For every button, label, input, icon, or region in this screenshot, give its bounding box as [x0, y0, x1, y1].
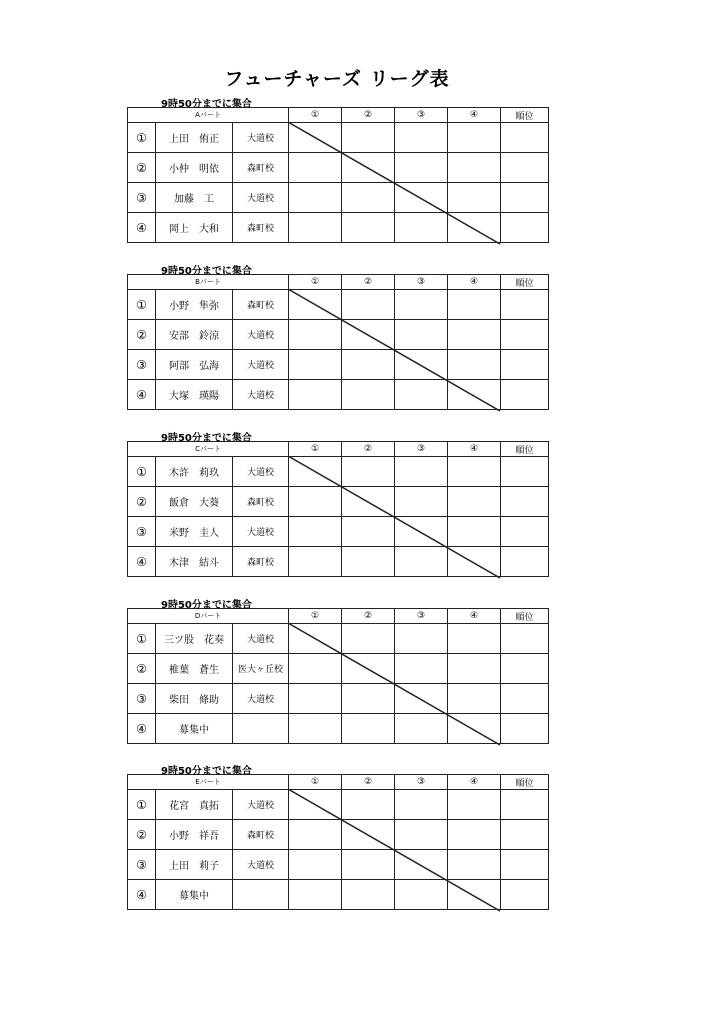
- result-cell[interactable]: [342, 457, 395, 487]
- rank-header: 順位: [501, 775, 549, 790]
- result-cell[interactable]: [342, 153, 395, 183]
- gather-time: 9時50分までに集合: [161, 99, 252, 110]
- table-row: [128, 820, 549, 850]
- result-cell[interactable]: [342, 547, 395, 577]
- rank-cell[interactable]: [501, 290, 549, 320]
- rank-cell[interactable]: [501, 624, 549, 654]
- result-cell[interactable]: [395, 790, 448, 820]
- player-name: 安部 鈴涼: [156, 320, 233, 350]
- result-cell[interactable]: [342, 820, 395, 850]
- player-number: ④: [128, 714, 156, 744]
- player-number: ④: [128, 380, 156, 410]
- player-school: [233, 714, 289, 744]
- result-cell[interactable]: [342, 850, 395, 880]
- table-row: [128, 320, 549, 350]
- rank-header: 順位: [501, 108, 549, 123]
- rank-cell[interactable]: [501, 183, 549, 213]
- result-cell[interactable]: [395, 654, 448, 684]
- result-cell[interactable]: [289, 684, 342, 714]
- table-row: [128, 880, 549, 910]
- result-cell[interactable]: [342, 624, 395, 654]
- table-row: [128, 290, 549, 320]
- rank-cell[interactable]: [501, 457, 549, 487]
- result-cell[interactable]: [289, 320, 342, 350]
- opponent-header: ③: [395, 609, 448, 624]
- player-school: 森町校: [233, 820, 289, 850]
- opponent-header: ②: [342, 609, 395, 624]
- player-name: 募集中: [156, 714, 233, 744]
- player-school: 森町校: [233, 547, 289, 577]
- player-number: ②: [128, 487, 156, 517]
- rank-cell[interactable]: [501, 850, 549, 880]
- result-cell[interactable]: [342, 790, 395, 820]
- player-name: 米野 圭人: [156, 517, 233, 547]
- result-cell[interactable]: [395, 714, 448, 744]
- opponent-header: ④: [448, 775, 501, 790]
- rank-cell[interactable]: [501, 714, 549, 744]
- player-name: 柴田 條助: [156, 684, 233, 714]
- results-table: [127, 608, 549, 744]
- player-name: 小仲 明依: [156, 153, 233, 183]
- table-row: [128, 213, 549, 243]
- rank-cell[interactable]: [501, 654, 549, 684]
- result-cell[interactable]: [395, 517, 448, 547]
- result-cell[interactable]: [395, 850, 448, 880]
- opponent-header: ①: [289, 275, 342, 290]
- gather-time: 9時50分までに集合: [161, 600, 252, 611]
- result-cell[interactable]: [342, 684, 395, 714]
- opponent-header: ②: [342, 775, 395, 790]
- table-row: [128, 684, 549, 714]
- part-label: Bパート: [128, 275, 289, 290]
- player-name: 岡上 大和: [156, 213, 233, 243]
- rank-header: 順位: [501, 275, 549, 290]
- rank-header: 順位: [501, 609, 549, 624]
- result-cell[interactable]: [395, 684, 448, 714]
- table-row: [128, 380, 549, 410]
- result-cell[interactable]: [448, 820, 501, 850]
- table-row: [128, 350, 549, 380]
- player-number: ④: [128, 880, 156, 910]
- player-number: ①: [128, 790, 156, 820]
- player-number: ④: [128, 547, 156, 577]
- result-cell[interactable]: [289, 183, 342, 213]
- result-cell[interactable]: [342, 123, 395, 153]
- result-cell[interactable]: [342, 517, 395, 547]
- player-school: 森町校: [233, 487, 289, 517]
- result-cell[interactable]: [342, 320, 395, 350]
- table-row: [128, 183, 549, 213]
- opponent-header: ③: [395, 108, 448, 123]
- result-cell[interactable]: [395, 290, 448, 320]
- rank-cell[interactable]: [501, 684, 549, 714]
- result-cell[interactable]: [289, 880, 342, 910]
- rank-cell[interactable]: [501, 213, 549, 243]
- results-table: [127, 107, 549, 243]
- opponent-header: ②: [342, 442, 395, 457]
- player-name: 上田 莉子: [156, 850, 233, 880]
- rank-header: 順位: [501, 442, 549, 457]
- player-school: 大道校: [233, 123, 289, 153]
- player-number: ②: [128, 820, 156, 850]
- player-number: ②: [128, 153, 156, 183]
- player-number: ②: [128, 320, 156, 350]
- result-cell[interactable]: [448, 850, 501, 880]
- opponent-header: ③: [395, 442, 448, 457]
- result-cell[interactable]: [289, 457, 342, 487]
- result-cell[interactable]: [289, 654, 342, 684]
- player-school: 大道校: [233, 684, 289, 714]
- result-cell[interactable]: [395, 624, 448, 654]
- opponent-header: ①: [289, 609, 342, 624]
- result-cell[interactable]: [448, 517, 501, 547]
- player-name: 加藤 工: [156, 183, 233, 213]
- result-cell[interactable]: [395, 213, 448, 243]
- player-school: 大道校: [233, 624, 289, 654]
- player-name: 阿部 弘海: [156, 350, 233, 380]
- result-cell[interactable]: [289, 517, 342, 547]
- opponent-header: ②: [342, 108, 395, 123]
- result-cell[interactable]: [342, 380, 395, 410]
- result-cell[interactable]: [289, 290, 342, 320]
- player-school: 大道校: [233, 850, 289, 880]
- table-row: [128, 850, 549, 880]
- opponent-header: ④: [448, 108, 501, 123]
- part-label: Cパート: [128, 442, 289, 457]
- table-row: [128, 487, 549, 517]
- league-table-4: [127, 766, 547, 910]
- rank-cell[interactable]: [501, 790, 549, 820]
- player-school: 医大ヶ丘校: [233, 654, 289, 684]
- rank-cell[interactable]: [501, 880, 549, 910]
- result-cell[interactable]: [342, 654, 395, 684]
- result-cell[interactable]: [289, 820, 342, 850]
- player-name: 椎葉 蒼生: [156, 654, 233, 684]
- table-row: [128, 517, 549, 547]
- player-number: ②: [128, 654, 156, 684]
- table-row: [128, 714, 549, 744]
- gather-time: 9時50分までに集合: [161, 266, 252, 277]
- opponent-header: ④: [448, 442, 501, 457]
- opponent-header: ①: [289, 775, 342, 790]
- rank-cell[interactable]: [501, 320, 549, 350]
- player-name: 花宮 真拓: [156, 790, 233, 820]
- player-name: 三ツ股 花奏: [156, 624, 233, 654]
- opponent-header: ①: [289, 108, 342, 123]
- table-row: [128, 654, 549, 684]
- table-row: [128, 790, 549, 820]
- result-cell[interactable]: [289, 714, 342, 744]
- result-cell[interactable]: [448, 880, 501, 910]
- rank-cell[interactable]: [501, 487, 549, 517]
- page-title: フューチャーズ リーグ表: [224, 68, 450, 90]
- table-row: [128, 624, 549, 654]
- result-cell[interactable]: [289, 487, 342, 517]
- player-name: 大塚 瑛陽: [156, 380, 233, 410]
- result-cell[interactable]: [448, 213, 501, 243]
- table-row: [128, 153, 549, 183]
- player-school: 大道校: [233, 350, 289, 380]
- result-cell[interactable]: [289, 153, 342, 183]
- table-row: [128, 547, 549, 577]
- result-cell[interactable]: [395, 350, 448, 380]
- rank-cell[interactable]: [501, 153, 549, 183]
- player-number: ③: [128, 350, 156, 380]
- result-cell[interactable]: [289, 123, 342, 153]
- player-name: 上田 侑正: [156, 123, 233, 153]
- player-number: ①: [128, 290, 156, 320]
- result-cell[interactable]: [395, 880, 448, 910]
- league-table-3: [127, 600, 547, 744]
- results-table: [127, 274, 549, 410]
- player-name: 木許 莉玖: [156, 457, 233, 487]
- result-cell[interactable]: [448, 714, 501, 744]
- opponent-header: ①: [289, 442, 342, 457]
- player-number: ①: [128, 123, 156, 153]
- rank-cell[interactable]: [501, 547, 549, 577]
- result-cell[interactable]: [395, 153, 448, 183]
- opponent-header: ③: [395, 775, 448, 790]
- result-cell[interactable]: [289, 850, 342, 880]
- result-cell[interactable]: [395, 320, 448, 350]
- league-table-2: [127, 433, 547, 577]
- result-cell[interactable]: [448, 790, 501, 820]
- player-number: ③: [128, 517, 156, 547]
- part-label: Dパート: [128, 609, 289, 624]
- result-cell[interactable]: [448, 153, 501, 183]
- player-name: 小野 隼弥: [156, 290, 233, 320]
- result-cell[interactable]: [448, 457, 501, 487]
- player-school: 森町校: [233, 290, 289, 320]
- player-number: ①: [128, 624, 156, 654]
- player-name: 募集中: [156, 880, 233, 910]
- result-cell[interactable]: [289, 547, 342, 577]
- result-cell[interactable]: [342, 487, 395, 517]
- result-cell[interactable]: [448, 624, 501, 654]
- result-cell[interactable]: [395, 547, 448, 577]
- result-cell[interactable]: [342, 880, 395, 910]
- player-number: ④: [128, 213, 156, 243]
- results-table: [127, 441, 549, 577]
- rank-cell[interactable]: [501, 350, 549, 380]
- result-cell[interactable]: [342, 213, 395, 243]
- player-number: ③: [128, 183, 156, 213]
- league-table-0: [127, 99, 547, 243]
- result-cell[interactable]: [289, 380, 342, 410]
- result-cell[interactable]: [342, 183, 395, 213]
- result-cell[interactable]: [448, 350, 501, 380]
- gather-time: 9時50分までに集合: [161, 766, 252, 777]
- player-school: 大道校: [233, 790, 289, 820]
- result-cell[interactable]: [448, 487, 501, 517]
- part-label: Aパート: [128, 108, 289, 123]
- result-cell[interactable]: [289, 350, 342, 380]
- player-number: ③: [128, 850, 156, 880]
- result-cell[interactable]: [395, 487, 448, 517]
- rank-cell[interactable]: [501, 820, 549, 850]
- results-table: [127, 774, 549, 910]
- result-cell[interactable]: [342, 290, 395, 320]
- player-number: ①: [128, 457, 156, 487]
- rank-cell[interactable]: [501, 380, 549, 410]
- table-row: [128, 457, 549, 487]
- opponent-header: ②: [342, 275, 395, 290]
- league-table-1: [127, 266, 547, 410]
- player-school: 森町校: [233, 153, 289, 183]
- player-school: 大道校: [233, 517, 289, 547]
- result-cell[interactable]: [395, 123, 448, 153]
- gather-time: 9時50分までに集合: [161, 433, 252, 444]
- result-cell[interactable]: [395, 457, 448, 487]
- table-row: [128, 123, 549, 153]
- result-cell[interactable]: [395, 380, 448, 410]
- result-cell[interactable]: [395, 183, 448, 213]
- result-cell[interactable]: [395, 820, 448, 850]
- result-cell[interactable]: [448, 320, 501, 350]
- result-cell[interactable]: [448, 183, 501, 213]
- opponent-header: ④: [448, 609, 501, 624]
- player-school: 森町校: [233, 213, 289, 243]
- player-school: 大道校: [233, 183, 289, 213]
- result-cell[interactable]: [289, 213, 342, 243]
- rank-cell[interactable]: [501, 517, 549, 547]
- result-cell[interactable]: [289, 790, 342, 820]
- result-cell[interactable]: [448, 547, 501, 577]
- player-school: 大道校: [233, 380, 289, 410]
- result-cell[interactable]: [448, 290, 501, 320]
- player-school: [233, 880, 289, 910]
- part-label: Eパート: [128, 775, 289, 790]
- result-cell[interactable]: [448, 684, 501, 714]
- result-cell[interactable]: [342, 350, 395, 380]
- result-cell[interactable]: [448, 654, 501, 684]
- player-name: 飯倉 大葵: [156, 487, 233, 517]
- result-cell[interactable]: [448, 123, 501, 153]
- opponent-header: ④: [448, 275, 501, 290]
- player-name: 木津 結斗: [156, 547, 233, 577]
- result-cell[interactable]: [289, 624, 342, 654]
- result-cell[interactable]: [448, 380, 501, 410]
- result-cell[interactable]: [342, 714, 395, 744]
- opponent-header: ③: [395, 275, 448, 290]
- player-school: 大道校: [233, 320, 289, 350]
- player-school: 大道校: [233, 457, 289, 487]
- player-name: 小野 祥吾: [156, 820, 233, 850]
- player-number: ③: [128, 684, 156, 714]
- rank-cell[interactable]: [501, 123, 549, 153]
